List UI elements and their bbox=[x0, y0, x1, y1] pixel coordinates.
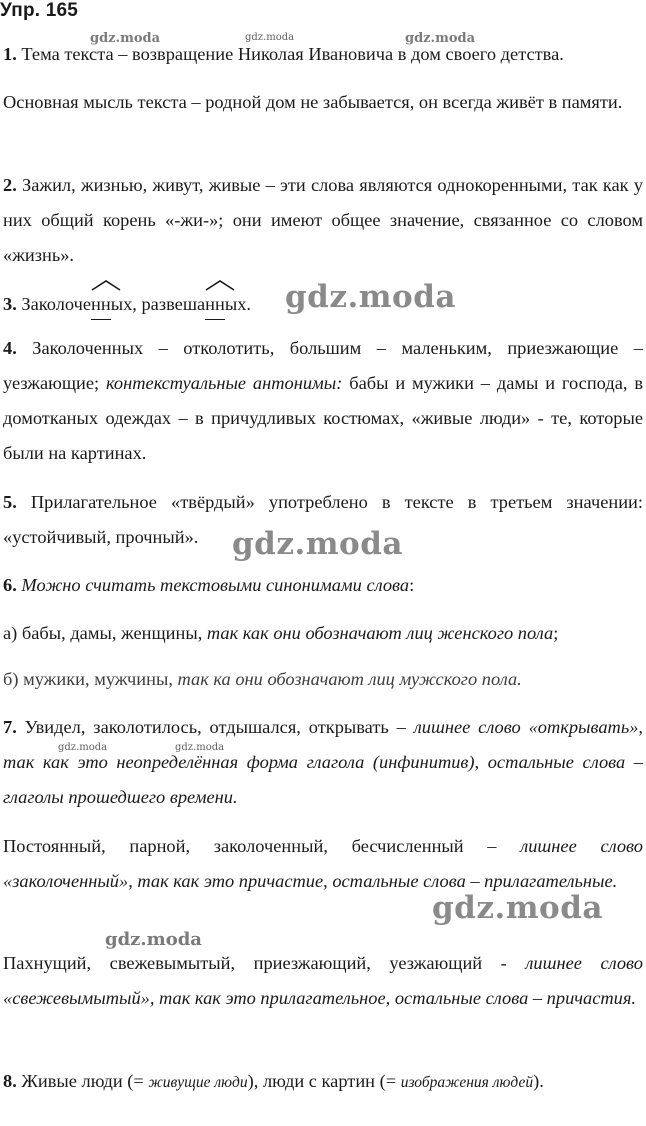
item-8 bbox=[3, 1064, 643, 1100]
item-italic-text: контекстуальные антонимы: bbox=[106, 373, 343, 393]
item-number: 4. bbox=[3, 338, 17, 358]
item-text: Постоянный, парной, заколоченный, бесчисленный – bbox=[3, 836, 521, 856]
suffix-mark bbox=[205, 287, 225, 322]
item-italic-text: лишнее слово «заколоченный», так как это причастие, остальные слова – прилагательные. bbox=[3, 836, 643, 891]
item-text: ). bbox=[533, 1071, 544, 1091]
suffix-arc-icon bbox=[91, 280, 121, 291]
item-italic-text: изображения людей bbox=[400, 1074, 534, 1091]
item-text: ых, развеша bbox=[110, 294, 206, 314]
item-4 bbox=[3, 331, 643, 471]
watermark: gdz.moda bbox=[405, 31, 476, 46]
item-6-b bbox=[3, 662, 643, 697]
suffix-letters: нн bbox=[205, 294, 225, 314]
watermark: gdz.moda bbox=[285, 279, 456, 315]
item-number: 2. bbox=[3, 175, 17, 195]
item-text: ), люди с картин (= bbox=[247, 1071, 401, 1091]
item-text: Увидел, заколотилось, отдышался, открывать – bbox=[16, 717, 414, 737]
item-italic-text: так ка они обозначают лиц мужского пола. bbox=[177, 669, 522, 689]
item-number: 3. bbox=[3, 294, 17, 314]
item-text: Пахнущий, свежевымытый, приезжающий, уезжающий - bbox=[3, 953, 526, 973]
item-italic-text: так как они обозначают лиц женского пола bbox=[206, 623, 554, 643]
watermark: gdz.moda bbox=[232, 526, 403, 562]
watermark: gdz.moda bbox=[432, 890, 603, 926]
watermark: gdz.moda bbox=[175, 742, 225, 753]
exercise-title: Упр. 165 bbox=[0, 0, 79, 21]
item-number: 8. bbox=[3, 1071, 17, 1091]
item-7-a bbox=[3, 710, 643, 815]
item-number: 6. bbox=[3, 575, 17, 595]
item-text: ых. bbox=[224, 294, 252, 314]
item-italic-text: лишнее слово «открывать», так как это неопределённая форма глагола (инфинитив), остальные слова – глаголы прошедшего времени. bbox=[3, 717, 643, 807]
suffix-underline bbox=[205, 319, 225, 320]
item-6 bbox=[3, 568, 643, 603]
item-number: 7. bbox=[3, 717, 17, 737]
item-italic-text: лишнее слово «свежевымытый», так как это прилагательное, остальные слова – причастия. bbox=[3, 953, 643, 1008]
watermark: gdz.moda bbox=[58, 742, 108, 753]
item-6-a bbox=[3, 616, 643, 651]
item-text: Зажил, жизнью, живут, живые – эти слова являются однокоренными, так как у них общий корень «-жи-»; они имеют общее значение, связанное со словом «жизнь». bbox=[3, 175, 643, 265]
item-italic-text: живущие люди bbox=[148, 1074, 248, 1091]
suffix-letters: нн bbox=[91, 294, 111, 314]
item-text: б) мужики, мужчины, bbox=[3, 669, 178, 689]
item-number: 5. bbox=[3, 492, 17, 512]
watermark: gdz.moda bbox=[90, 31, 161, 46]
item-text: Живые люди (= bbox=[16, 1071, 149, 1091]
item-1-main-idea: Основная мысль текста – родной дом не забывается, он всегда живёт в памяти. bbox=[3, 92, 623, 112]
suffix-arc-icon bbox=[205, 280, 235, 291]
watermark: gdz.moda bbox=[245, 32, 295, 43]
suffix-underline bbox=[91, 319, 111, 320]
item-text: Прилагательное «твёрдый» употреблено в тексте в третьем значении: «устойчивый, прочный». bbox=[3, 492, 643, 547]
item-text: Заколоче bbox=[16, 294, 92, 314]
item-text: Заколоченных – отколотить, большим – маленьким, приезжающие – уезжающие; bbox=[3, 338, 643, 393]
item-7-c bbox=[3, 946, 643, 1016]
item-7-b bbox=[3, 829, 643, 899]
item-italic-text: Можно считать текстовыми синонимами слова bbox=[16, 575, 410, 595]
item-text: Тема текста – возвращение Николая Ивановича в дом своего детства. bbox=[16, 44, 564, 64]
item-number: 1. bbox=[3, 44, 17, 64]
suffix-mark bbox=[91, 287, 111, 322]
item-text: бабы и мужики – дамы и господа, в домотканых одеждах – в причудливых костюмах, «живые люди» - те, которые были на картинах. bbox=[3, 373, 644, 463]
item-text: а) бабы, дамы, женщины, bbox=[3, 623, 207, 643]
watermark: gdz.moda bbox=[105, 929, 202, 950]
item-text: ; bbox=[553, 623, 559, 643]
item-2 bbox=[3, 168, 643, 273]
item-text: : bbox=[409, 575, 415, 595]
